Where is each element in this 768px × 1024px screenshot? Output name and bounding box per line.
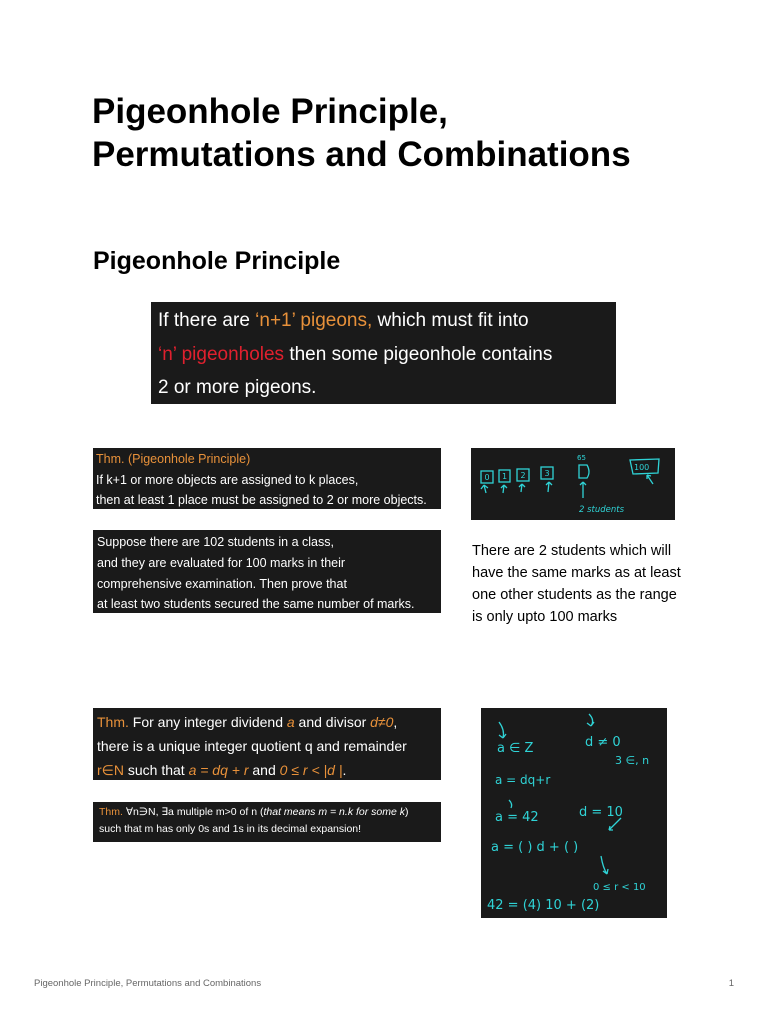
theorem-label: Thm.: [99, 806, 123, 818]
note-line: a = ( ) d + ( ): [491, 840, 579, 855]
intro-pigeons: ‘n+1’ pigeons,: [255, 310, 373, 331]
example-line: and they are evaluated for 100 marks in their: [97, 555, 346, 570]
theorem-var: a: [286, 714, 295, 730]
theorem-label: Thm.: [97, 714, 129, 730]
theorem-text: ): [405, 806, 409, 818]
intro-statement-image: [151, 302, 616, 404]
theorem-line: such that m has only 0s and 1s in its decimal expansion!: [99, 823, 362, 835]
end-box-label: 100: [634, 463, 650, 472]
intro-pigeonholes: ‘n’ pigeonholes: [158, 343, 285, 365]
theorem-inequality: 0 ≤ r < |d |: [279, 762, 343, 778]
caption: 2 students: [579, 505, 625, 515]
theorem-var: d≠0: [370, 714, 394, 730]
description-text: There are 2 students which will have the same marks as at least one other students as the range is only upto 100 marks: [472, 543, 681, 625]
note-line: 0 ≤ r < 10: [593, 882, 646, 893]
theorem-text: and: [248, 762, 280, 778]
theorem-multiple: [93, 802, 441, 842]
theorem-text: ∀n∋N, ∃a multiple m>0 of n (: [122, 806, 264, 818]
section-heading: Pigeonhole Principle: [93, 247, 341, 275]
theorem-var: r∈N: [97, 762, 124, 778]
page-title: Pigeonhole Principle, Permutations and Combinations: [92, 92, 631, 174]
note-line: 3 ∈, n: [615, 754, 650, 767]
box-label: 0: [484, 473, 490, 482]
theorem-division: [93, 708, 441, 780]
theorem-text: and divisor: [294, 714, 371, 730]
note-line: d ≠ 0: [585, 735, 621, 750]
intro-text: which must fit into: [372, 310, 529, 331]
handwritten-note-division: [481, 708, 667, 918]
note-line: a = 42: [495, 810, 539, 825]
footer-title: Pigeonhole Principle, Permutations and Combinations: [34, 978, 262, 989]
theorem-italic: that means m = n.k for some k: [263, 806, 405, 818]
example-line: at least two students secured the same number of marks.: [97, 597, 415, 612]
box-label: 2: [520, 471, 526, 480]
theorem-text: .: [342, 762, 347, 778]
theorem-label: Thm. (Pigeonhole Principle): [96, 452, 251, 466]
page-number: 1: [728, 978, 734, 989]
theorem-equation: a = dq + r: [188, 762, 249, 778]
top-label: 65: [577, 454, 586, 462]
note-line: 42 = (4) 10 + (2): [487, 898, 600, 913]
theorem-line: then at least 1 place must be assigned to 2 or more objects.: [96, 493, 427, 507]
note-line: d = 10: [579, 805, 623, 820]
example-line: comprehensive examination. Then prove that: [97, 576, 347, 591]
theorem-line: there is a unique integer quotient q and remainder: [97, 738, 407, 754]
intro-text: 2 or more pigeons.: [158, 377, 317, 398]
note-line: a ∈ Z: [497, 741, 534, 756]
handwritten-marks-svg: [471, 448, 675, 520]
handwritten-note-marks: [471, 448, 675, 520]
intro-text: then some pigeonhole contains: [284, 343, 553, 365]
box-label: 3: [544, 469, 550, 478]
box-label: 1: [502, 472, 508, 481]
theorem-text: For any integer dividend: [128, 714, 287, 730]
handwritten-division-svg: [481, 708, 667, 918]
theorem-line: If k+1 or more objects are assigned to k places,: [96, 472, 359, 487]
theorem-pigeonhole: [93, 448, 441, 509]
example-students: [93, 530, 441, 613]
theorem-text: such that: [123, 762, 189, 778]
intro-text: If there are: [158, 310, 256, 331]
theorem-text: ,: [393, 714, 398, 730]
note-line: a = dq+r: [495, 773, 551, 787]
example-line: Suppose there are 102 students in a class,: [97, 535, 334, 549]
